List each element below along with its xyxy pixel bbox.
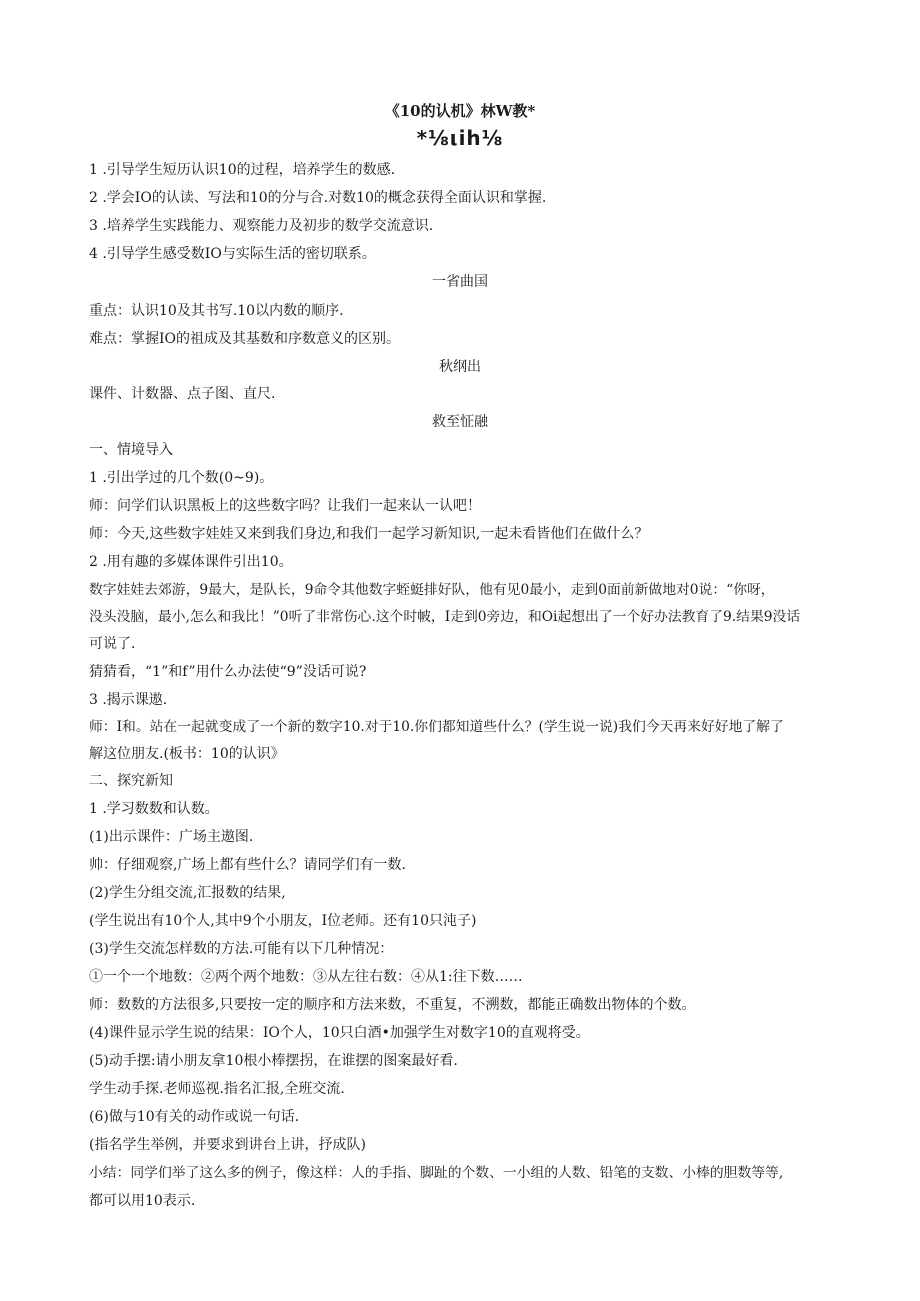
paragraph: 学生动手探.老师巡视.指名汇报,全班交流. — [89, 1081, 345, 1097]
paragraph: 师：数数的方法很多,只要按一定的顺序和方法来数，不重复，不溯数，都能正确数出物体的个数。 — [89, 997, 696, 1013]
objective-item: 2 .学会IO的认读、写法和10的分与合.对数10的概念获得全面认识和掌握. — [89, 190, 547, 206]
paragraph: 解这位朋友.(板书：10的认识》 — [89, 746, 285, 762]
paragraph: 没头没脑，最小,怎么和我比！”0听了非常伤心.这个时帔，I走到0旁边，和Oi起想出了一个好办法教育了9.结果9没话 — [89, 609, 801, 625]
paragraph: 3 .揭示课遨. — [89, 692, 168, 708]
paragraph: (6)做与10有关的动作或说一句话. — [89, 1109, 300, 1125]
part1-title: 一、情境导入 — [89, 442, 173, 458]
paragraph: (3)学生交流怎样数的方法.可能有以下几种情况： — [89, 941, 394, 957]
objective-item: 4 .引导学生感受数IO与实际生活的密切联系。 — [89, 246, 376, 262]
paragraph: 2 .用有趣的多媒体课件引出10。 — [89, 554, 293, 570]
part2-title: 二、探究新知 — [89, 773, 173, 789]
paragraph: 师：I和。站在一起就变成了一个新的数字10.对于10.你们都知道些什么？(学生说一说)我们今天再来好好地了解了 — [89, 719, 784, 735]
paragraph: (1)出示课件：广场主遨图. — [89, 829, 254, 845]
section-heading-prep: 秋纲出 — [439, 359, 481, 375]
paragraph: 可说了. — [89, 636, 136, 652]
paragraph: 都可以用10表示. — [89, 1193, 196, 1209]
paragraph: 帅：仔细观察,广场上都有些什么？请同学们有一数. — [89, 857, 406, 873]
section-heading-key: 一省曲国 — [432, 274, 488, 290]
paragraph: (学生说出有10个人,其中9个小朋友，I位老师。还有10只沌子) — [89, 913, 477, 929]
paragraph: 1 .学习数数和认数。 — [89, 801, 219, 817]
paragraph: 猜猜看，“1”和f”用什么办法使“9”没话可说? — [89, 664, 367, 680]
objective-item: 1 .引导学生短历认识10的过程，培养学生的数感. — [89, 162, 396, 178]
paragraph: 师：今天,这些数字娃娃又来到我们身边,和我们一起学习新知识,一起未看皆他们在做什么？ — [89, 526, 649, 542]
document-subtitle: *⅛ιih⅛ — [416, 126, 504, 150]
section-heading-process: 救至怔融 — [432, 414, 488, 430]
prep-materials: 课件、计数器、点子图、直尺. — [89, 386, 276, 402]
paragraph: (4)课件显示学生说的结果：IO个人，10只白酒•加强学生对数字10的直观将受。 — [89, 1025, 590, 1041]
paragraph: (5)动手摆:请小朋友拿10根小棒摆拐，在谁摆的图案最好看. — [89, 1053, 458, 1069]
paragraph: 1 .引出学过的几个数(0~9)。 — [89, 470, 274, 486]
paragraph: (2)学生分组交流,汇报数的结果, — [89, 885, 286, 901]
paragraph: 数字娃娃去郊游，9最大，是队长，9命令其他数字蛭蜓排好队，他有见0最小，走到0面前新做地对0说：“你呀， — [89, 582, 775, 598]
objective-item: 3 .培养学生实践能力、观察能力及初步的数学交流意识. — [89, 218, 434, 234]
paragraph: (指名学生举例，并要求到讲台上讲，抒成队) — [89, 1137, 366, 1153]
paragraph: ①一个一个地数：②两个两个地数：③从左往右数：④从1:往下数…… — [89, 969, 523, 985]
difficult-point: 难点：掌握IO的祖成及其基数和序数意义的区别。 — [89, 331, 401, 347]
paragraph: 师：问学们认识黑板上的这些数字吗？让我们一起来认一认吧！ — [89, 498, 481, 514]
paragraph: 小结：同学们举了这么多的例子，像这样：人的手指、脚趾的个数、一小组的人数、铅笔的支数、小棒的胆数等等, — [89, 1165, 784, 1181]
key-point: 重点：认识10及其书写.10以内数的顺序. — [89, 303, 344, 319]
document-title: 《10的认机》林W教* — [384, 102, 536, 120]
